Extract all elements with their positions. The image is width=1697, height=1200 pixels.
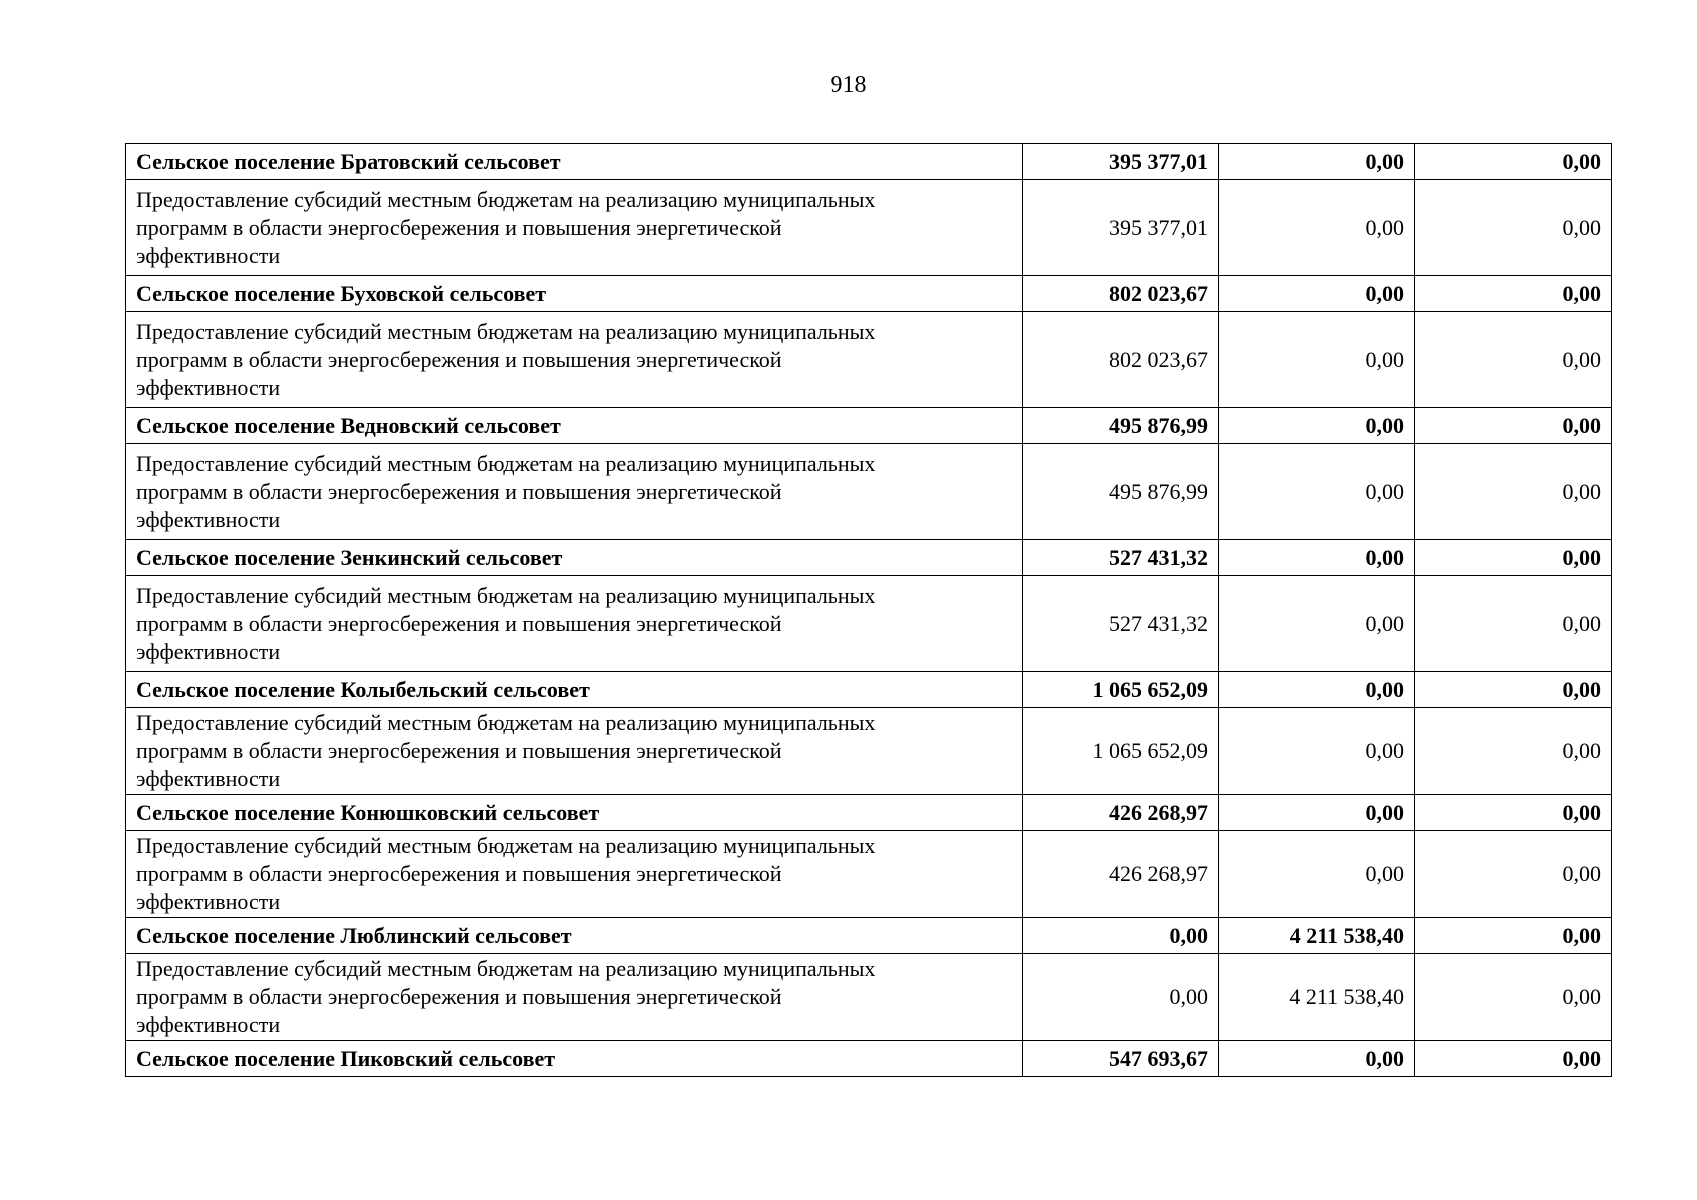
value-col-2: 0,00 — [1219, 540, 1415, 576]
value-col-1: 1 065 652,09 — [1023, 672, 1219, 708]
value-col-1: 0,00 — [1023, 954, 1219, 1041]
value-col-1: 426 268,97 — [1023, 831, 1219, 918]
description-line: программ в области энергосбережения и повышения энергетической — [136, 346, 782, 372]
description-line: эффективности — [136, 638, 281, 664]
table-row — [126, 831, 1612, 918]
expense-description — [126, 708, 1023, 795]
table-row — [126, 918, 1612, 954]
value-col-3: 0,00 — [1415, 276, 1612, 312]
description-line: эффективности — [136, 889, 281, 914]
settlement-name: Сельское поселение Люблинский сельсовет — [126, 918, 1023, 954]
description-line: эффективности — [136, 242, 281, 268]
budget-table — [125, 143, 1612, 1077]
table-row — [126, 540, 1612, 576]
value-col-1: 802 023,67 — [1023, 312, 1219, 408]
value-col-3: 0,00 — [1415, 180, 1612, 276]
description-line: Предоставление субсидий местным бюджетам на реализацию муниципальных — [136, 710, 876, 735]
value-col-2: 0,00 — [1219, 576, 1415, 672]
value-col-1: 527 431,32 — [1023, 576, 1219, 672]
value-col-1: 1 065 652,09 — [1023, 708, 1219, 795]
value-col-3: 0,00 — [1415, 831, 1612, 918]
value-col-2: 0,00 — [1219, 672, 1415, 708]
value-col-1: 426 268,97 — [1023, 795, 1219, 831]
description-line: программ в области энергосбережения и повышения энергетической — [136, 478, 782, 504]
settlement-name: Сельское поселение Колыбельский сельсовет — [126, 672, 1023, 708]
value-col-2: 0,00 — [1219, 1041, 1415, 1077]
value-col-2: 0,00 — [1219, 708, 1415, 795]
value-col-3: 0,00 — [1415, 795, 1612, 831]
value-col-2: 0,00 — [1219, 444, 1415, 540]
expense-description — [126, 831, 1023, 918]
table-row — [126, 795, 1612, 831]
value-col-2: 4 211 538,40 — [1219, 918, 1415, 954]
value-col-3: 0,00 — [1415, 672, 1612, 708]
table-row — [126, 180, 1612, 276]
settlement-name: Сельское поселение Буховской сельсовет — [126, 276, 1023, 312]
table-row — [126, 312, 1612, 408]
value-col-2: 4 211 538,40 — [1219, 954, 1415, 1041]
value-col-1: 395 377,01 — [1023, 180, 1219, 276]
table-row — [126, 276, 1612, 312]
table-row — [126, 708, 1612, 795]
page-number: 918 — [830, 72, 867, 98]
description-line: эффективности — [136, 374, 281, 400]
value-col-1: 802 023,67 — [1023, 276, 1219, 312]
table-row — [126, 144, 1612, 180]
description-line: эффективности — [136, 766, 281, 791]
description-line: Предоставление субсидий местным бюджетам на реализацию муниципальных — [136, 833, 876, 858]
value-col-2: 0,00 — [1219, 795, 1415, 831]
settlement-name: Сельское поселение Ведновский сельсовет — [126, 408, 1023, 444]
value-col-1: 0,00 — [1023, 918, 1219, 954]
description-line: Предоставление субсидий местным бюджетам на реализацию муниципальных — [136, 582, 876, 608]
value-col-3: 0,00 — [1415, 1041, 1612, 1077]
description-line: Предоставление субсидий местным бюджетам на реализацию муниципальных — [136, 956, 876, 981]
value-col-3: 0,00 — [1415, 312, 1612, 408]
value-col-2: 0,00 — [1219, 180, 1415, 276]
value-col-3: 0,00 — [1415, 954, 1612, 1041]
value-col-3: 0,00 — [1415, 408, 1612, 444]
expense-description — [126, 576, 1023, 672]
value-col-3: 0,00 — [1415, 144, 1612, 180]
expense-description — [126, 444, 1023, 540]
table-row — [126, 408, 1612, 444]
settlement-name: Сельское поселение Зенкинский сельсовет — [126, 540, 1023, 576]
value-col-3: 0,00 — [1415, 540, 1612, 576]
description-line: Предоставление субсидий местным бюджетам на реализацию муниципальных — [136, 450, 876, 476]
description-line: Предоставление субсидий местным бюджетам на реализацию муниципальных — [136, 186, 876, 212]
expense-description — [126, 954, 1023, 1041]
value-col-3: 0,00 — [1415, 918, 1612, 954]
value-col-1: 495 876,99 — [1023, 444, 1219, 540]
description-line: программ в области энергосбережения и повышения энергетической — [136, 610, 782, 636]
value-col-2: 0,00 — [1219, 831, 1415, 918]
expense-description — [126, 312, 1023, 408]
value-col-2: 0,00 — [1219, 276, 1415, 312]
value-col-1: 547 693,67 — [1023, 1041, 1219, 1077]
value-col-2: 0,00 — [1219, 144, 1415, 180]
table-row — [126, 444, 1612, 540]
description-line: эффективности — [136, 1012, 281, 1037]
value-col-3: 0,00 — [1415, 708, 1612, 795]
description-line: программ в области энергосбережения и повышения энергетической — [136, 738, 782, 763]
table-row — [126, 1041, 1612, 1077]
value-col-2: 0,00 — [1219, 312, 1415, 408]
value-col-1: 495 876,99 — [1023, 408, 1219, 444]
description-line: программ в области энергосбережения и повышения энергетической — [136, 861, 782, 886]
value-col-1: 395 377,01 — [1023, 144, 1219, 180]
settlement-name: Сельское поселение Братовский сельсовет — [126, 144, 1023, 180]
description-line: программ в области энергосбережения и повышения энергетической — [136, 214, 782, 240]
description-line: Предоставление субсидий местным бюджетам на реализацию муниципальных — [136, 318, 876, 344]
value-col-1: 527 431,32 — [1023, 540, 1219, 576]
expense-description — [126, 180, 1023, 276]
table-row — [126, 576, 1612, 672]
value-col-2: 0,00 — [1219, 408, 1415, 444]
table-row — [126, 672, 1612, 708]
description-line: программ в области энергосбережения и повышения энергетической — [136, 984, 782, 1009]
table-row — [126, 954, 1612, 1041]
value-col-3: 0,00 — [1415, 576, 1612, 672]
settlement-name: Сельское поселение Конюшковский сельсовет — [126, 795, 1023, 831]
value-col-3: 0,00 — [1415, 444, 1612, 540]
settlement-name: Сельское поселение Пиковский сельсовет — [126, 1041, 1023, 1077]
description-line: эффективности — [136, 506, 281, 532]
